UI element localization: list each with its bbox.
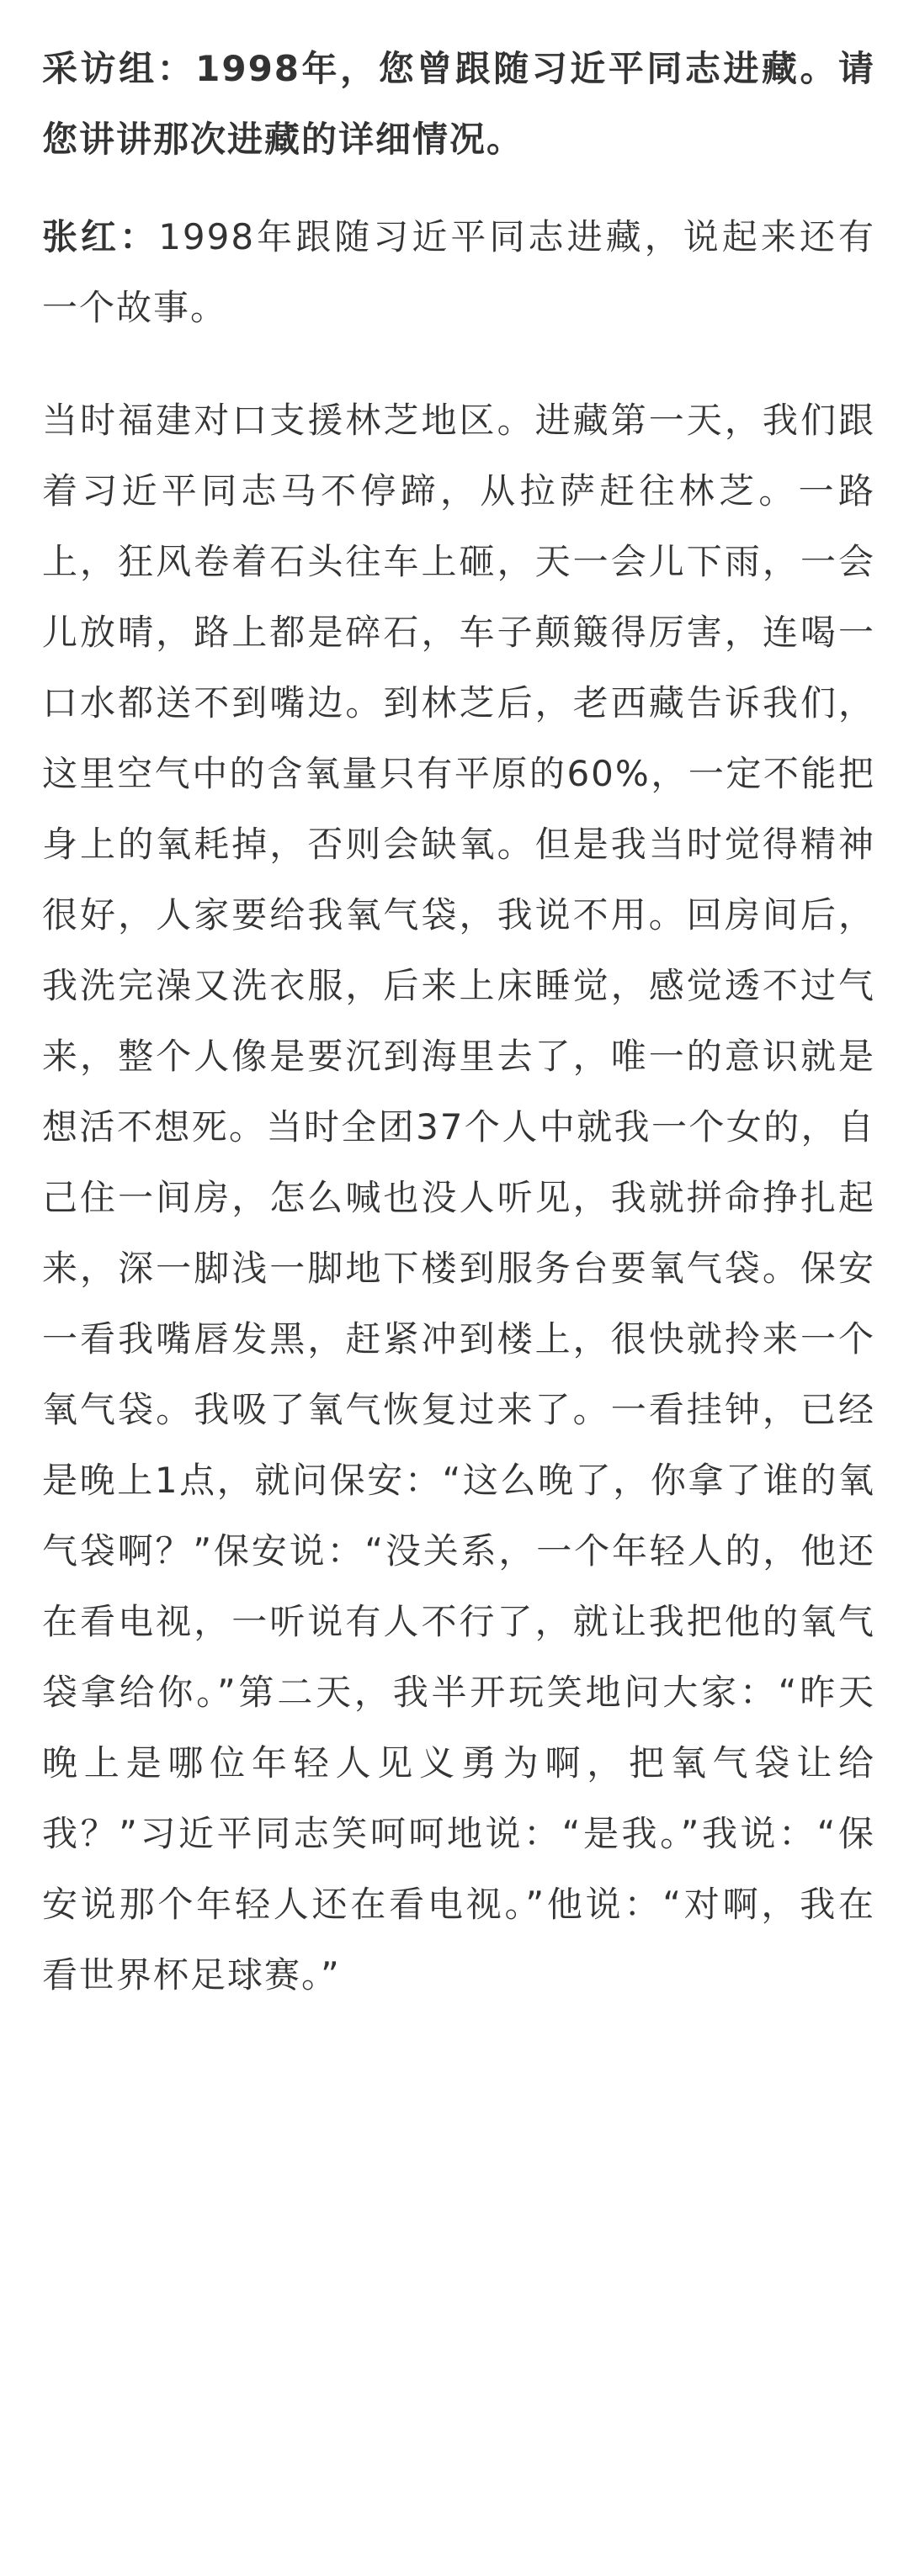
answer-paragraph — [42, 202, 875, 343]
story-paragraph: 当时福建对口支援林芝地区。进藏第一天，我们跟着习近平同志马不停蹄，从拉萨赶往林芝。一路上，狂风卷着石头往车上砸，天一会儿下雨，一会儿放晴，路上都是碎石，车子颠簸得厉害，连喝一口水都送不到嘴边。到林芝后，老西藏告诉我们，这里空气中的含氧量只有平原的60%，一定不能把身上的氧耗掉，否则会缺氧。但是我当时觉得精神很好，人家要给我氧气袋，我说不用。回房间后，我洗完澡又洗衣服，后来上床睡觉，感觉透不过气来，整个人像是要沉到海里去了，唯一的意识就是想活不想死。当时全团37个人中就我一个女的，自己住一间房，怎么喊也没人听见，我就拼命挣扎起来，深一脚浅一脚地下楼到服务台要氧气袋。保安一看我嘴唇发黑，赶紧冲到楼上，很快就拎来一个氧气袋。我吸了氧气恢复过来了。一看挂钟，已经是晚上1点，就问保安：“这么晚了，你拿了谁的氧气袋啊？”保安说：“没关系，一个年轻人的，他还在看电视，一听说有人不行了，就让我把他的氧气袋拿给你。”第二天，我半开玩笑地问大家：“昨天晚上是哪位年轻人见义勇为啊，把氧气袋让给我？”习近平同志笑呵呵地说：“是我。”我说：“保安说那个年轻人还在看电视。”他说：“对啊，我在看世界杯足球赛。” — [42, 400, 875, 1996]
article-body — [42, 34, 875, 2011]
speaker-label: 张红： — [42, 216, 159, 257]
interview-question: 采访组：1998年，您曾跟随习近平同志进藏。请您讲讲那次进藏的详细情况。 — [42, 48, 875, 160]
answer-intro-text: 1998年跟随习近平同志进藏，说起来还有一个故事。 — [42, 216, 875, 328]
